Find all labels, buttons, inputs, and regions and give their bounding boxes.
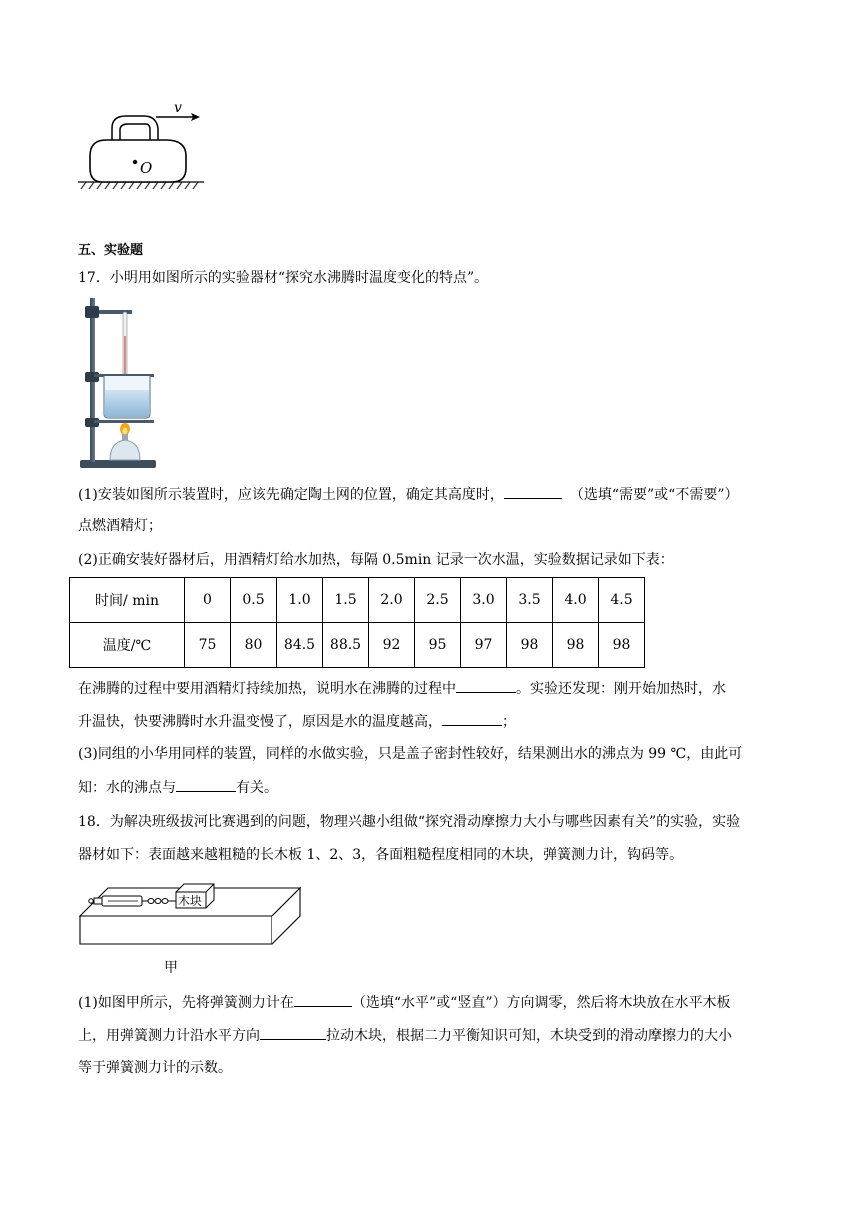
time-cell: 0: [185, 578, 231, 623]
temperature-cell: 95: [415, 623, 461, 668]
temperature-cell: 97: [461, 623, 507, 668]
temperature-cell: 84.5: [277, 623, 323, 668]
q17-part3-line2: [78, 777, 278, 798]
center-label: O: [140, 159, 153, 177]
time-header: 时间/ min: [70, 578, 185, 623]
q17-part1-text-b: （选填“需要”或“不需要”）: [569, 487, 739, 503]
q18-part1-text-e: 等于弹簧测力计的示数。: [78, 1060, 232, 1076]
temperature-cell: 75: [185, 623, 231, 668]
q17-part1-line1: [78, 484, 738, 505]
temperature-cell: 88.5: [323, 623, 369, 668]
boiling-apparatus-figure: [80, 296, 160, 472]
q18-part1-text-a: (1)如图甲所示，先将弹簧测力计在: [78, 995, 294, 1011]
temperature-data-table: [69, 577, 645, 668]
q18-part1-line2: [78, 1025, 732, 1046]
q18-part1-line1: [78, 992, 730, 1013]
temperature-cell: 98: [553, 623, 599, 668]
friction-experiment-figure: [78, 856, 304, 948]
q18-part1-text-d: 拉动木块，根据二力平衡知识可知，木块受到的滑动摩擦力的大小: [326, 1028, 732, 1044]
time-cell: 2.5: [415, 578, 461, 623]
answer-blank-2[interactable]: [456, 678, 516, 693]
section-title: 五、实验题: [78, 243, 144, 258]
q18-stem-line1: 18．为解决班级拔河比赛遇到的问题，物理兴趣小组做“探究滑动摩擦力大小与哪些因素有关”的实验，实验: [78, 814, 741, 830]
q17-part2-after-text-d: ；: [502, 714, 516, 730]
answer-blank-6[interactable]: [260, 1025, 326, 1040]
q18-part1-text-b: （选填“水平”或“竖直”）方向调零，然后将木块放在水平木板: [351, 995, 731, 1011]
q17-part2-after-text-b: 。实验还发现：刚开始加热时，水: [516, 681, 726, 697]
time-cell: 4.5: [599, 578, 645, 623]
q17-part2-after-line1: [78, 678, 726, 699]
time-cell: 0.5: [231, 578, 277, 623]
time-cell: 4.0: [553, 578, 599, 623]
table-row: [70, 578, 645, 623]
time-cell: 1.0: [277, 578, 323, 623]
time-cell: 3.5: [507, 578, 553, 623]
table-row: [70, 623, 645, 668]
temperature-cell: 80: [231, 623, 277, 668]
time-cell: 3.0: [461, 578, 507, 623]
curling-stone-figure: [76, 98, 206, 194]
answer-blank-4[interactable]: [176, 777, 236, 792]
answer-blank-3[interactable]: [442, 711, 502, 726]
time-cell: 2.0: [369, 578, 415, 623]
q17-part2-after-text-c: 升温快，快要沸腾时水升温变慢了，原因是水的温度越高，: [78, 714, 442, 730]
temperature-cell: 98: [507, 623, 553, 668]
block-label: 木块: [178, 894, 203, 908]
q17-part1-text-a: (1)安装如图所示装置时，应该先确定陶土网的位置，确定其高度时，: [78, 487, 504, 503]
q17-part3-text-c: 有关。: [236, 780, 278, 796]
answer-blank-1[interactable]: [504, 484, 562, 499]
q17-part3-text-a: (3)同组的小华用同样的装置，同样的水做实验，只是盖子密封性较好，结果测出水的沸点为 99 ℃，由此可: [78, 746, 743, 762]
answer-blank-5[interactable]: [294, 992, 352, 1007]
temperature-header: 温度/℃: [70, 623, 185, 668]
q17-part2-after-line2: [78, 711, 516, 732]
q18-part1-text-c: 上，用弹簧测力计沿水平方向: [78, 1028, 260, 1044]
time-cell: 1.5: [323, 578, 369, 623]
figure-caption-jia: 甲: [164, 960, 178, 976]
q17-part2-after-text-a: 在沸腾的过程中要用酒精灯持续加热，说明水在沸腾的过程中: [78, 681, 456, 697]
q18-stem-line2: 器材如下：表面越来越粗糙的长木板 1、2、3，各面粗糙程度相同的木块，弹簧测力计，钩码等。: [78, 847, 684, 863]
q17-part1-text-c: 点燃酒精灯；: [78, 518, 162, 534]
temperature-cell: 92: [369, 623, 415, 668]
temperature-cell: 98: [599, 623, 645, 668]
q17-part3-text-b: 知：水的沸点与: [78, 780, 176, 796]
velocity-label: v: [174, 100, 182, 116]
q17-stem: 17．小明用如图所示的实验器材“探究水沸腾时温度变化的特点”。: [78, 270, 489, 286]
q17-part2-text: (2)正确安装好器材后，用酒精灯给水加热，每隔 0.5min 记录一次水温，实验数据记录如下表：: [78, 552, 674, 568]
